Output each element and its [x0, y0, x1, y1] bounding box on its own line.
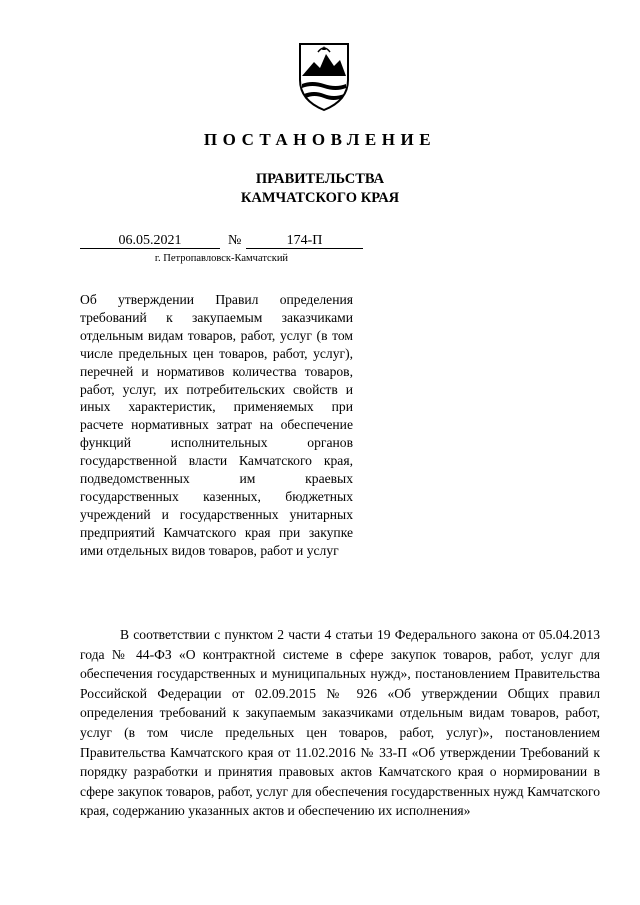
document-date: 06.05.2021: [80, 233, 220, 249]
issuer-name: [0, 170, 640, 208]
issuer-line-1: ПРАВИТЕЛЬСТВА: [255, 171, 385, 187]
document-subject: Об утверждении Правил определения требований к закупаемым заказчиками отдельным видам товаров, работ, услуг (в том числе предельных цен товаров, работ, услуг), перечней и нормативов количества товаров, работ, услуг, их потребительских свойств и иных характеристик, применяемых при расчете нормативных затрат на обеспечение функций исполнительных органов государственной власти Камчатского края, подведомственных им краевых государственных казенных, бюджетных учреждений и государственных унитарных предприятий Камчатского края при закупке ими отдельных видов товаров, работ и услуг: [80, 292, 353, 558]
city-label: г. Петропавловск-Камчатский: [154, 253, 289, 264]
issuer-line-2: КАМЧАТСКОГО КРАЯ: [240, 190, 400, 206]
document-number: 174-П: [246, 233, 363, 249]
coat-of-arms-icon: [296, 40, 352, 112]
body-paragraph: В соответствии с пунктом 2 части 4 статьи 19 Федерального закона от 05.04.2013 года № 44-ФЗ «О контрактной системе в сфере закупок товаров, работ, услуг для обеспечения государственных и муниципальных нужд», постановлением Правительства Российской Федерации от 02.09.2015 № 926 «Об утверждении Общих правил определения требований к закупаемым заказчиками отдельным видам товаров, работ, услуг (в том числе предельных цен товаров, работ, услуг)», постановлением Правительства Камчатского края от 11.02.2016 № 33-П «Об утверждении Требований к порядку разработки и принятия правовых актов Камчатского края о нормировании в сфере закупок товаров, работ, услуг для обеспечения государственных нужд Камчатского края, содержанию указанных актов и обеспечению их исполнения»: [80, 627, 600, 819]
number-sign: №: [228, 233, 242, 248]
document-type-title: ПОСТАНОВЛЕНИЕ: [203, 130, 437, 149]
